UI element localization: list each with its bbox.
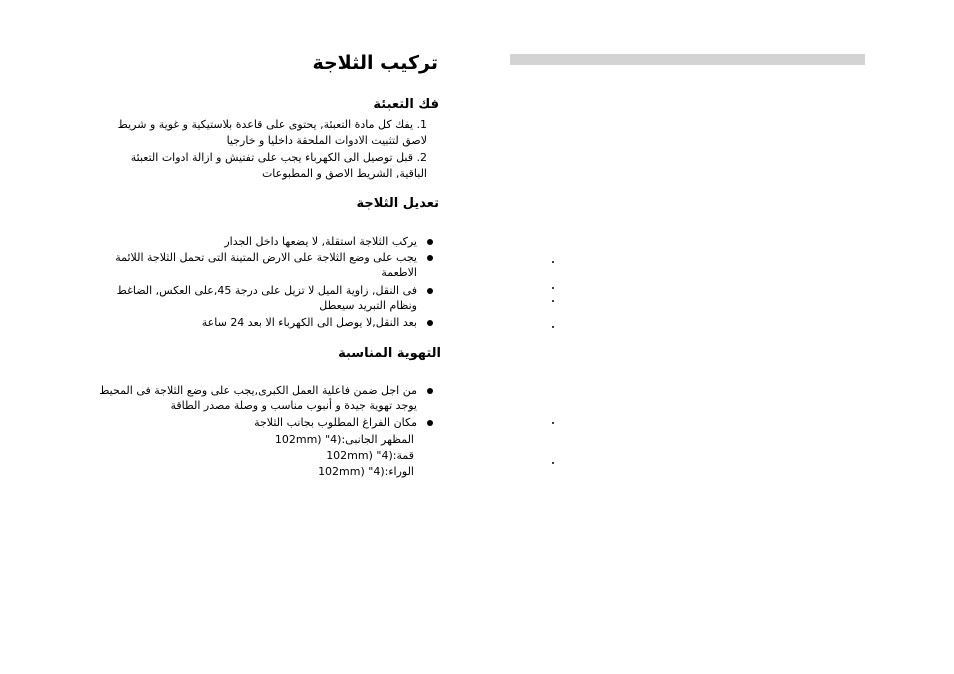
leveling-item-4: بعد النقل,لا يوصل الى الكهرباء الا بعد 24 ساعة (201, 316, 417, 329)
list-item (113, 315, 433, 330)
leveling-item-1: يركب الثلاجة استقلة, لا يضعها داخل الجدار (224, 235, 417, 248)
list-item (113, 415, 433, 430)
bullet-icon (427, 255, 433, 261)
section-heading-unpacking: فك التعبئة (373, 97, 439, 112)
header-bar (510, 54, 865, 65)
ventilation-item-1: من اجل ضمن فاعلية العمل الكبرى,يجب على وضع الثلاجة فى المحيط يوجد تهوية جيدة و أنبوب مناسب و وصلة مصدر الطاقة (99, 384, 417, 412)
clearance-top: قمة:(4" (102mm (326, 449, 414, 462)
bullet-icon (552, 261, 554, 263)
bullet-icon (427, 388, 433, 394)
list-item (103, 283, 433, 313)
section-heading-leveling: تعديل الثلاجة (356, 196, 439, 211)
clearance-side: المظهر الجانبى:(4" (102mm (274, 433, 414, 446)
leveling-item-2: يجب على وضع الثلاجة على الارض المتينة التى تحمل الثلاجة اللائمة الاطعمة (115, 251, 417, 279)
bullet-icon (552, 287, 554, 289)
list-item (88, 383, 433, 413)
bullet-icon (552, 300, 554, 302)
bullet-icon (427, 239, 433, 245)
leveling-item-3: فى النقل, زاوية الميل لا تزيل على درجة 45,على العكس, الضاغط ونظام التبريد سيعطل (116, 284, 417, 312)
unpacking-item-2: 2. قبل توصيل الى الكهرباء يجب على تفتيش و ازالة ادوات التعبئة الباقية, الشريط الاصق و المطبوعات (130, 151, 427, 180)
list-item (113, 234, 433, 249)
unpacking-item-1: 1. يفك كل مادة التعبئة, يحتوى على قاعدة بلاستيكية و غوية و شريط لاصق لتثبيت الادوات الملحقة داخليا و خارجيا (117, 118, 427, 147)
clearance-back: الوراء:(4" (102mm (318, 465, 414, 478)
bullet-icon (552, 462, 554, 464)
bullet-icon (427, 420, 433, 426)
bullet-icon (427, 320, 433, 326)
list-item (113, 250, 433, 280)
bullet-icon (427, 288, 433, 294)
bullet-icon (552, 326, 554, 328)
section-heading-ventilation: التهوية المناسبة (338, 346, 441, 361)
ventilation-item-2: مكان الفراغ المطلوب بجانب الثلاجة (254, 416, 417, 429)
bullet-icon (552, 422, 554, 424)
page-title: تركيب الثلاجة (312, 52, 438, 74)
